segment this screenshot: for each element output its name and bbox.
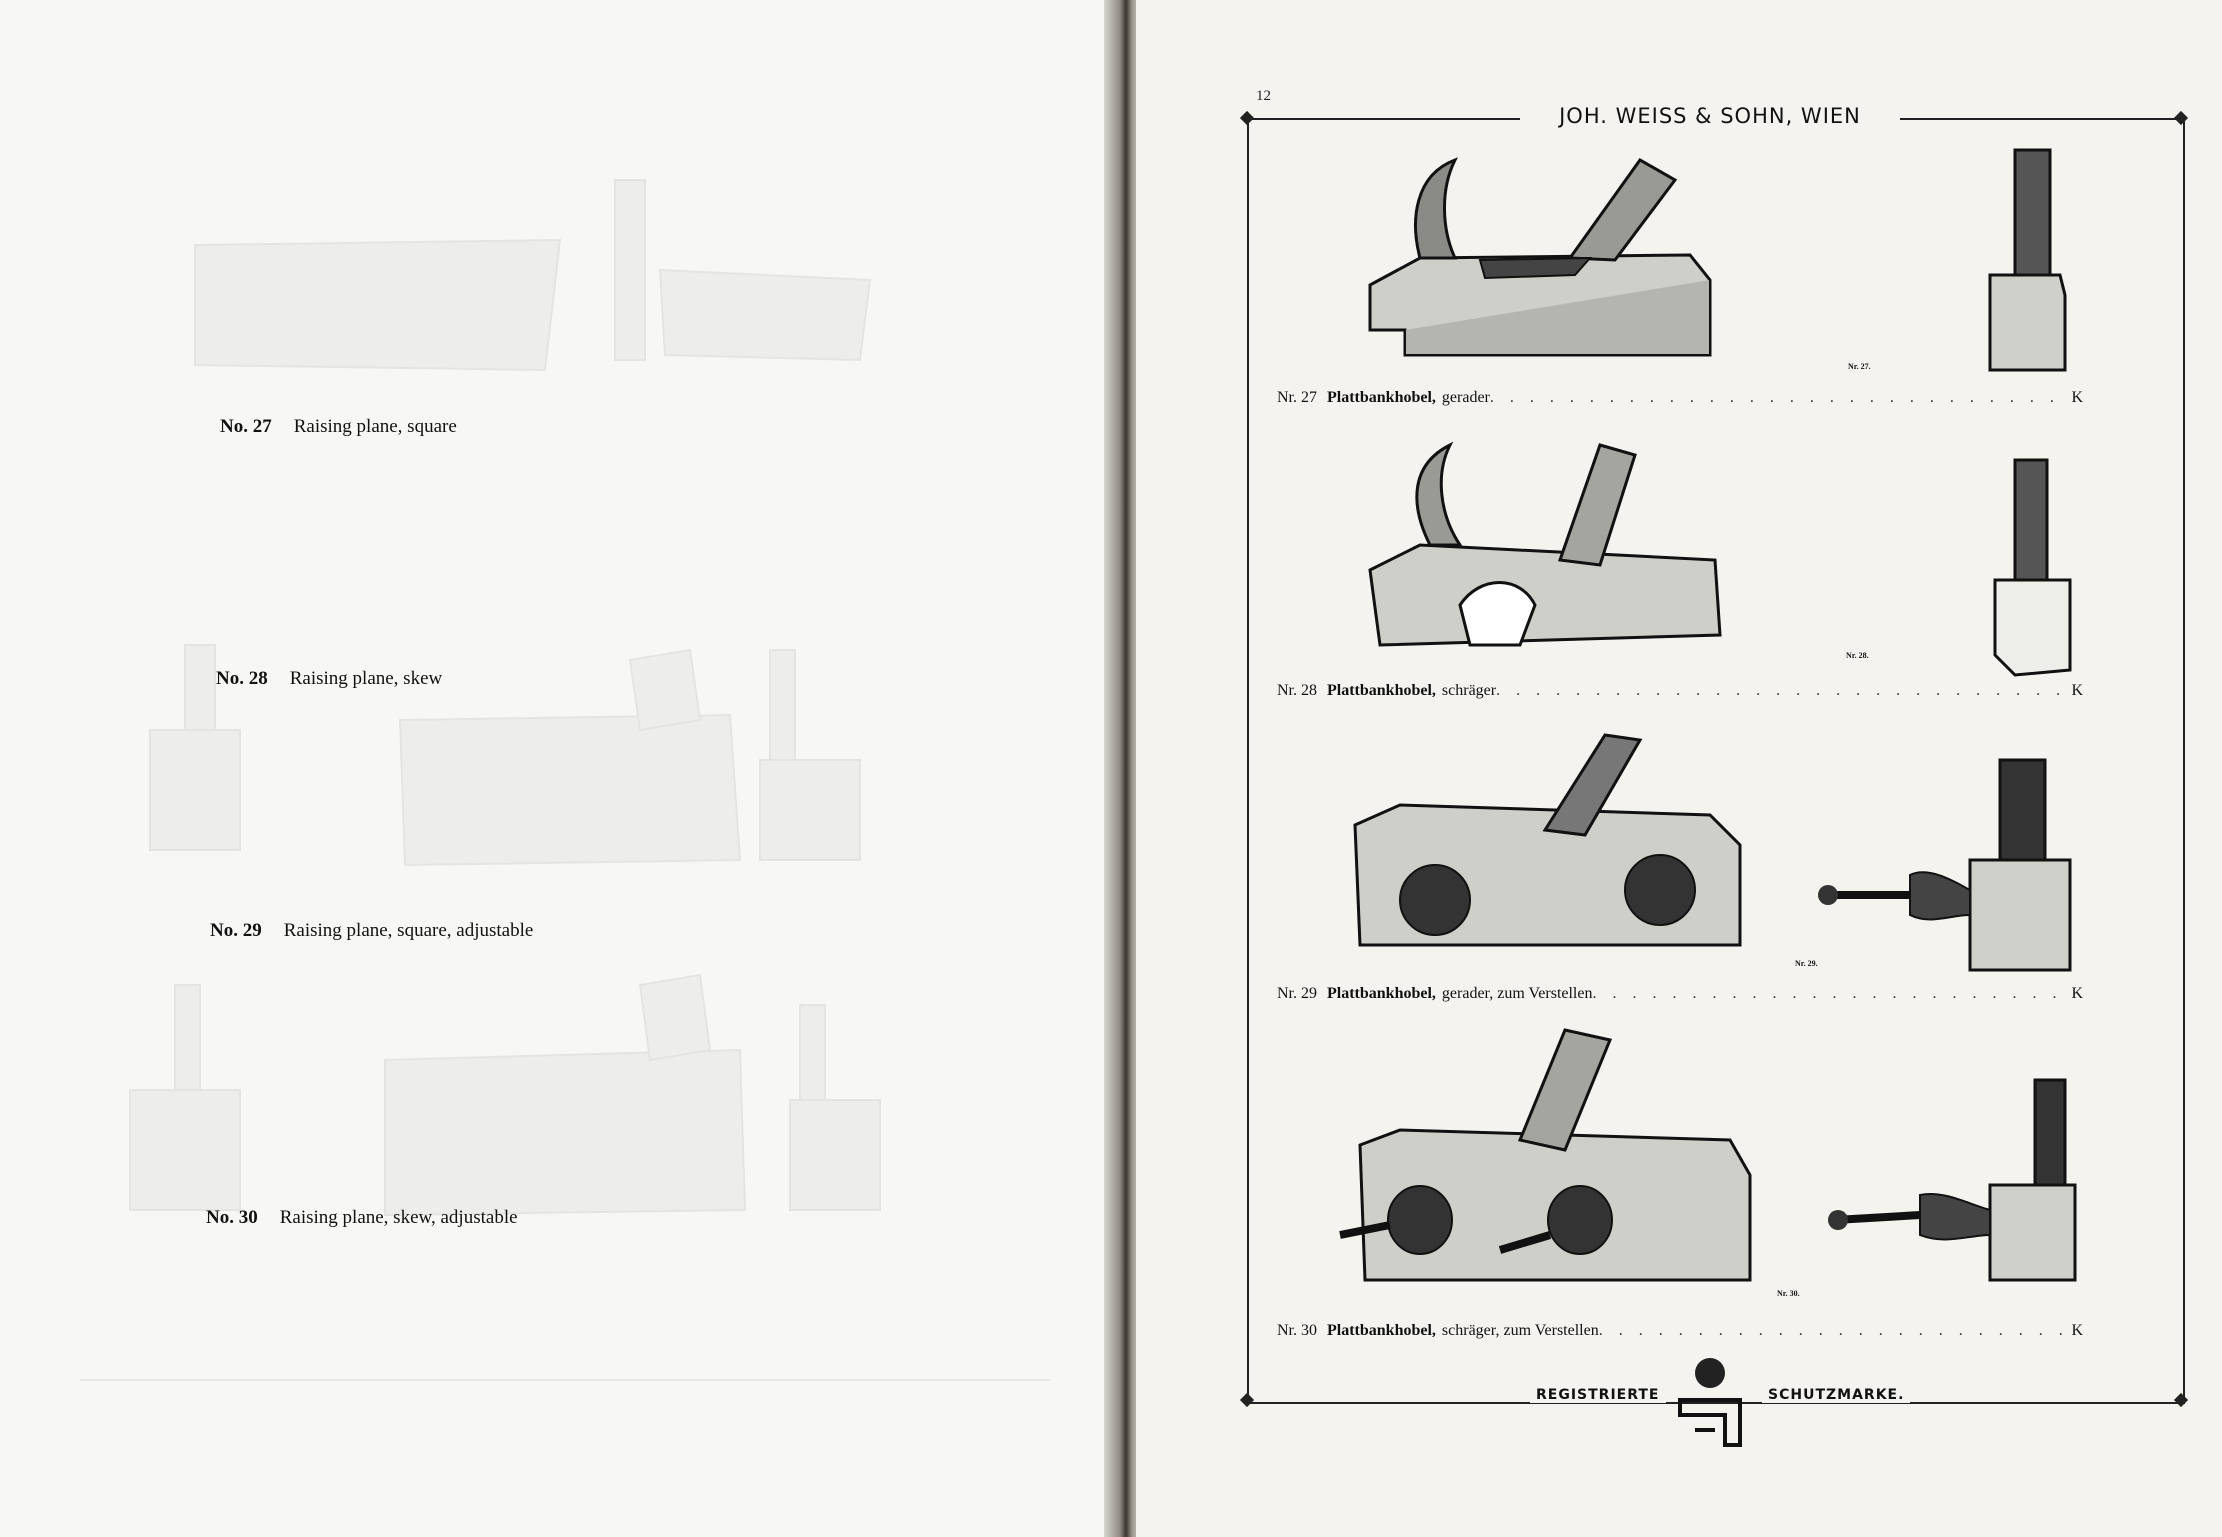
entry-currency: K bbox=[2071, 1322, 2083, 1339]
catalog-entry-27 bbox=[1277, 389, 2083, 407]
profile-29-illustration bbox=[1820, 755, 2090, 975]
catalog-entry-28 bbox=[1277, 682, 2083, 700]
left-label-30 bbox=[206, 1207, 518, 1229]
dot-leader bbox=[1599, 1322, 2066, 1340]
plane-30-illustration bbox=[1320, 1025, 1760, 1285]
page-number: 12 bbox=[1256, 88, 1271, 104]
left-label-28 bbox=[216, 668, 442, 690]
entry-name: Plattbankhobel, bbox=[1327, 682, 1436, 699]
entry-name: Plattbankhobel, bbox=[1327, 1322, 1436, 1339]
catalog-entry-30 bbox=[1277, 1322, 2083, 1340]
figure-label-28: Nr. 28. bbox=[1846, 651, 1869, 660]
profile-28-illustration bbox=[1990, 455, 2080, 690]
entry-currency: K bbox=[2071, 389, 2083, 406]
catalog-entry-29 bbox=[1277, 985, 2083, 1003]
entry-description: gerader, zum Verstellen bbox=[1441, 985, 1593, 1002]
entry-number: Nr. 29 bbox=[1277, 985, 1317, 1002]
entry-number: Nr. 30 bbox=[1277, 1322, 1317, 1339]
left-label-name: Raising plane, skew bbox=[289, 668, 443, 689]
footer-trademark: SCHUTZMARKE. bbox=[1762, 1387, 1910, 1403]
left-label-number: No. 28 bbox=[216, 668, 268, 689]
entry-description: schräger bbox=[1441, 682, 1497, 699]
left-label-27 bbox=[220, 416, 457, 438]
figure-label-29: Nr. 29. bbox=[1795, 959, 1818, 968]
profile-30-illustration bbox=[1830, 1075, 2080, 1295]
dot-leader bbox=[1490, 389, 2066, 407]
left-label-number: No. 30 bbox=[206, 1207, 258, 1228]
left-label-29 bbox=[210, 920, 533, 942]
profile-27-illustration bbox=[1985, 145, 2085, 380]
entry-description: gerader bbox=[1441, 389, 1490, 406]
left-label-name: Raising plane, square, adjustable bbox=[283, 920, 534, 941]
entry-currency: K bbox=[2071, 682, 2083, 699]
plane-28-illustration bbox=[1360, 435, 1740, 655]
left-label-number: No. 29 bbox=[210, 920, 262, 941]
plane-29-illustration bbox=[1340, 725, 1760, 955]
entry-name: Plattbankhobel, bbox=[1327, 389, 1436, 406]
figure-label-27: Nr. 27. bbox=[1848, 362, 1871, 371]
left-label-name: Raising plane, square bbox=[293, 416, 457, 437]
figure-label-30: Nr. 30. bbox=[1777, 1289, 1800, 1298]
footer-registered: REGISTRIERTE bbox=[1530, 1387, 1666, 1403]
entry-number: Nr. 28 bbox=[1277, 682, 1317, 699]
catalog-header: JOH. WEISS & SOHN, WIEN bbox=[1520, 104, 1900, 128]
trademark-logo-icon bbox=[1670, 1355, 1750, 1450]
entry-currency: K bbox=[2071, 985, 2083, 1002]
dot-leader bbox=[1592, 985, 2065, 1003]
dot-leader bbox=[1496, 682, 2065, 700]
plane-27-illustration bbox=[1360, 140, 1740, 370]
entry-name: Plattbankhobel, bbox=[1327, 985, 1436, 1002]
entry-description: schräger, zum Verstellen bbox=[1441, 1322, 1599, 1339]
left-label-number: No. 27 bbox=[220, 416, 272, 437]
entry-number: Nr. 27 bbox=[1277, 389, 1317, 406]
left-label-name: Raising plane, skew, adjustable bbox=[279, 1207, 518, 1228]
